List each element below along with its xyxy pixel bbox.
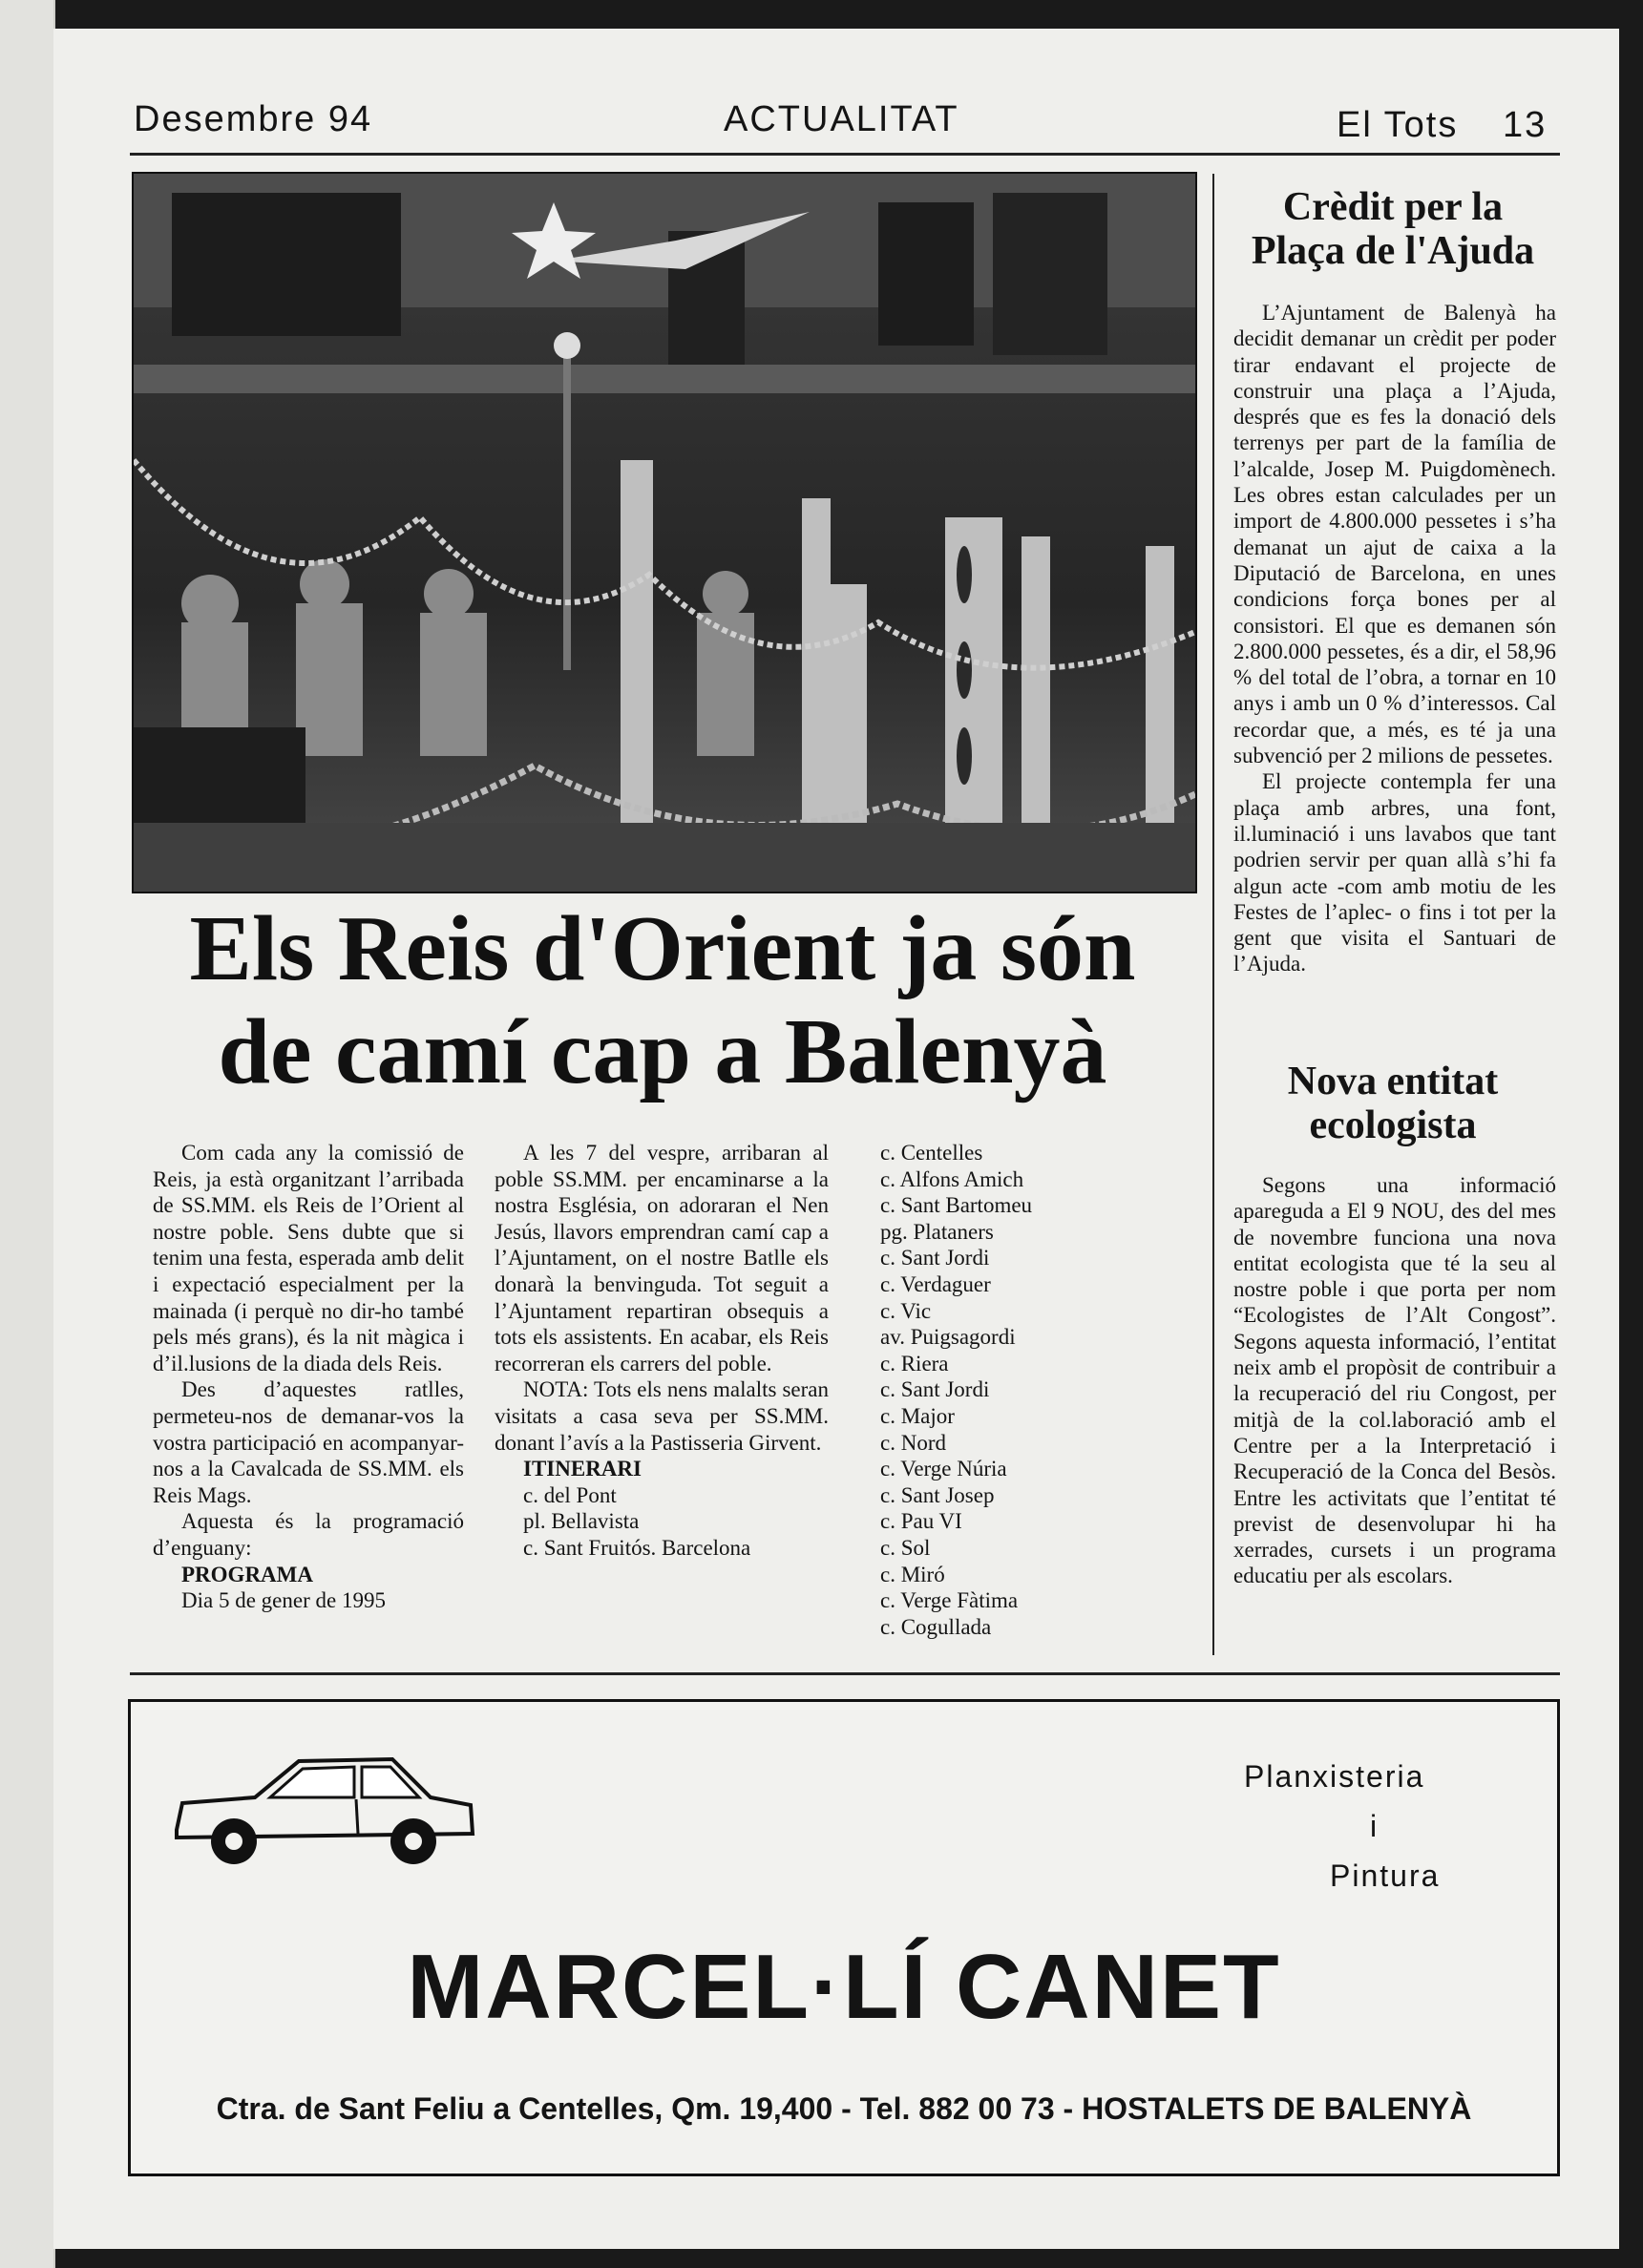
- itinerary-street: c. del Pont: [523, 1482, 617, 1507]
- itinerary-street: c. Sant Josep: [880, 1482, 995, 1507]
- sidebar-title-line: Crèdit per la: [1282, 185, 1504, 229]
- itinerary-street: c. Sol: [880, 1535, 931, 1560]
- itinerary-street: c. Sant Jordi: [880, 1377, 990, 1402]
- sidebar-paragraph: El projecte contempla fer una plaça amb arbres, una font, il.luminació i uns lavabos que tant podrien servir per quan allà s’hi fa algun acte -com amb motiu de les Festes de l’aplec- o fins i tot per la gent que visita el Santuari de l’Ajuda.: [1233, 769, 1556, 976]
- itinerary-street: c. Vic: [880, 1298, 932, 1323]
- article-column-2: [495, 1140, 829, 1562]
- sidebar-title-credit: [1228, 185, 1558, 273]
- itinerary-street: c. Sant Bartomeu: [880, 1193, 1033, 1218]
- itinerary-street: c. Verge Fàtima: [880, 1588, 1019, 1613]
- advertisement-box: [128, 1699, 1560, 2176]
- sidebar-body-credit: [1233, 300, 1556, 977]
- article-paragraph: A les 7 del vespre, arribaran al poble SS.MM. per encaminarse a la nostra Església, on adoraran el Nen Jesús, llavors emprendran camí cap a l’Ajuntament, on el nostre Batlle els donarà la benvinguda. Tot seguit a l’Ajuntament repartiran obsequis a tots els assistents. En acabar, els Reis recorreran els carrers del poble.: [495, 1141, 829, 1376]
- car-icon: [167, 1746, 482, 1880]
- ad-service-line-2: i: [1370, 1809, 1380, 1843]
- ad-service-line-1: Planxisteria: [1244, 1759, 1425, 1794]
- itinerari-label: ITINERARI: [523, 1457, 642, 1481]
- ad-service-line-3: Pintura: [1330, 1858, 1441, 1893]
- header-page-number: 13: [1503, 105, 1548, 145]
- itinerary-street: c. Cogullada: [880, 1614, 992, 1639]
- itinerary-street: c. Nord: [880, 1430, 946, 1455]
- sidebar-title-line: Nova entitat: [1287, 1060, 1499, 1103]
- sidebar-divider: [1212, 174, 1214, 1655]
- itinerary-street: c. Major: [880, 1403, 955, 1428]
- itinerary-street: pl. Bellavista: [523, 1509, 640, 1534]
- itinerary-street: c. Sant Fruitós. Barcelona: [523, 1535, 751, 1560]
- article-paragraph: NOTA: Tots els nens malalts seran visitats a casa seva per SS.MM. donant l’avís a la Pastisseria Girvent.: [495, 1377, 829, 1455]
- sidebar-paragraph: Segons una informació apareguda a El 9 NOU, des del mes de novembre funciona una nova entitat ecologista que té la seu al nostre poble i que porta per nom “Ecologistes de l’Alt Congost”. Segons aquesta informació, l’entitat neix amb el propòsit de contribuir a la recuperació del riu Congost, per mitjà de la col.laboració amb el Centre per a la Interpretació i Recuperació de la Conca del Besòs. Entre les activitats que l’entitat té previst de desenvolupar hi ha xerrades, cursets i un programa educatiu per als escolars.: [1233, 1173, 1556, 1588]
- headline-line-2: de camí cap a Balenyà: [218, 1000, 1107, 1103]
- itinerary-street: c. Miró: [880, 1562, 945, 1586]
- itinerary-street: c. Pau VI: [880, 1509, 962, 1534]
- header-date: Desembre 94: [134, 99, 373, 139]
- main-headline: [132, 897, 1193, 1103]
- sidebar-body-ecologista: [1233, 1172, 1556, 1589]
- ad-business-name: MARCEL·LÍ CANET: [407, 1936, 1281, 2038]
- header-section: ACTUALITAT: [724, 99, 959, 139]
- header-publication: El Tots: [1337, 105, 1459, 145]
- itinerary-street: c. Centelles: [880, 1141, 983, 1165]
- photo-nativity-scene: [132, 172, 1197, 893]
- article-paragraph: Com cada any la comissió de Reis, ja està organitzant l’arribada de SS.MM. els Reis de l’Orient al nostre poble. Sens dubte que si tenim una festa, esperada amb delit i expectació especialment per la mainada (i perquè no dir-ho també pels més grans), és la nit màgica i d’il.lusions de la diada dels Reis.: [153, 1141, 464, 1376]
- itinerary-street: c. Verdaguer: [880, 1271, 991, 1296]
- sidebar-title-ecologista: [1228, 1060, 1558, 1147]
- binding-edge: [0, 0, 55, 2268]
- itinerary-street: c. Riera: [880, 1351, 949, 1376]
- sidebar-title-line: Plaça de l'Ajuda: [1251, 229, 1535, 273]
- article-paragraph: Des d’aquestes ratlles, permeteu-nos de demanar-vos la vostra participació en acompanyar-nos a la Cavalcada de SS.MM. els Reis Mags.: [153, 1377, 464, 1507]
- headline-line-1: Els Reis d'Orient ja són: [189, 897, 1136, 1000]
- programa-label: PROGRAMA: [181, 1562, 313, 1586]
- itinerary-street: c. Alfons Amich: [880, 1166, 1024, 1191]
- programa-date: Dia 5 de gener de 1995: [181, 1588, 386, 1613]
- itinerary-street: c. Sant Jordi: [880, 1246, 990, 1270]
- itinerary-street: pg. Plataners: [880, 1219, 994, 1244]
- ad-top-rule: [130, 1672, 1560, 1675]
- itinerary-street: c. Verge Núria: [880, 1457, 1007, 1481]
- article-paragraph: Aquesta és la programació d’enguany:: [153, 1509, 464, 1560]
- photo-illustration: [134, 174, 1195, 892]
- header-rule: [130, 153, 1560, 156]
- itinerary-street: av. Puigsagordi: [880, 1325, 1016, 1350]
- sidebar-title-line: ecologista: [1309, 1103, 1477, 1147]
- ad-address: Ctra. de Sant Feliu a Centelles, Qm. 19,400 - Tel. 882 00 73 - HOSTALETS DE BALENYÀ: [216, 2091, 1472, 2126]
- article-column-1: [153, 1140, 464, 1614]
- sidebar-paragraph: L’Ajuntament de Balenyà ha decidit demanar un crèdit per poder tirar endavant el projecte de construir una plaça a l’Ajuda, després que es fes la donació dels terrenys per part de la família de l’alcalde, Josep M. Puigdomènech. Les obres estan calculades per un import de 4.800.000 pessetes i s’ha demanat un ajut de caixa a la Diputació de Barcelona, en unes condicions força bones per al consistori. El que es demanen són 2.800.000 pessetes, és a dir, el 58,96 % del total de l’obra, a tornar en 10 anys i amb un 0 % d’interessos. Cal recordar que, a més, es té ja una subvenció per 2 milions de pessetes.: [1233, 301, 1556, 768]
- itinerary-list: [880, 1140, 1100, 1640]
